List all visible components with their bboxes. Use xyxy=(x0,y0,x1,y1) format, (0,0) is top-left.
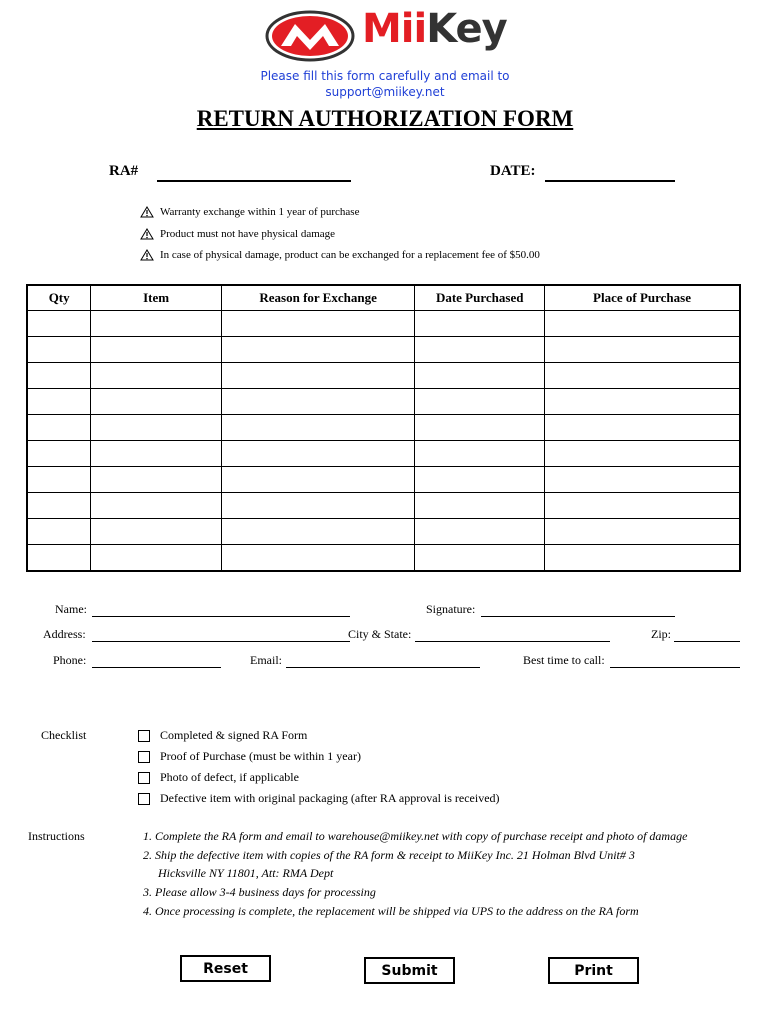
best-time-field[interactable] xyxy=(610,655,740,668)
reason-cell[interactable] xyxy=(221,519,414,545)
table-row xyxy=(27,467,740,493)
miikey-logo-icon xyxy=(265,10,355,62)
checklist-label: Checklist xyxy=(41,728,87,742)
notice-email[interactable]: support@miikey.net xyxy=(325,85,445,99)
checklist-item xyxy=(138,791,500,806)
checkbox-defective-item-packaging[interactable] xyxy=(138,793,150,805)
qty-cell[interactable] xyxy=(27,311,91,337)
notice-line1: Please fill this form carefully and email to xyxy=(260,69,510,83)
reason-cell[interactable] xyxy=(221,545,414,572)
ra-number-field[interactable] xyxy=(157,168,351,182)
column-header-item: Item xyxy=(91,285,222,311)
zip-label: Zip: xyxy=(651,627,671,641)
reason-cell[interactable] xyxy=(221,337,414,363)
place-of-purchase-cell[interactable] xyxy=(545,519,740,545)
date-purchased-cell[interactable] xyxy=(415,415,545,441)
table-row xyxy=(27,519,740,545)
place-of-purchase-cell[interactable] xyxy=(545,493,740,519)
date-label: DATE: xyxy=(490,163,536,179)
table-row xyxy=(27,337,740,363)
item-cell[interactable] xyxy=(91,311,222,337)
warning-text: In case of physical damage, product can be exchanged for a replacement fee of $50.00 xyxy=(160,249,540,261)
place-of-purchase-cell[interactable] xyxy=(545,311,740,337)
item-cell[interactable] xyxy=(91,441,222,467)
qty-cell[interactable] xyxy=(27,363,91,389)
checklist-item-text: Defective item with original packaging (after RA approval is received) xyxy=(160,791,500,805)
name-field[interactable] xyxy=(92,604,350,617)
warning-text: Warranty exchange within 1 year of purchase xyxy=(160,206,360,218)
date-field[interactable] xyxy=(545,168,675,182)
brand-name-red: Mii xyxy=(362,6,427,52)
reason-cell[interactable] xyxy=(221,441,414,467)
name-label: Name: xyxy=(55,602,87,616)
qty-cell[interactable] xyxy=(27,389,91,415)
brand-name-dark: Key xyxy=(426,6,507,52)
best-time-label: Best time to call: xyxy=(523,653,605,667)
place-of-purchase-cell[interactable] xyxy=(545,337,740,363)
item-cell[interactable] xyxy=(91,415,222,441)
return-items-table xyxy=(26,284,741,572)
date-purchased-cell[interactable] xyxy=(415,389,545,415)
checkbox-proof-of-purchase[interactable] xyxy=(138,751,150,763)
city-state-label: City & State: xyxy=(348,627,412,641)
item-cell[interactable] xyxy=(91,389,222,415)
date-purchased-cell[interactable] xyxy=(415,337,545,363)
miikey-logo xyxy=(265,8,505,64)
qty-cell[interactable] xyxy=(27,441,91,467)
checkbox-photo-of-defect[interactable] xyxy=(138,772,150,784)
address-label: Address: xyxy=(43,627,86,641)
instruction-item: 2. Ship the defective item with copies of the RA form & receipt to MiiKey Inc. 21 Holman Blvd Unit# 3 xyxy=(143,848,635,862)
warning-icon xyxy=(140,249,154,261)
checklist-item xyxy=(138,728,307,743)
item-cell[interactable] xyxy=(91,337,222,363)
reason-cell[interactable] xyxy=(221,467,414,493)
table-row xyxy=(27,415,740,441)
column-header-date-purchased: Date Purchased xyxy=(415,285,545,311)
table-row xyxy=(27,441,740,467)
place-of-purchase-cell[interactable] xyxy=(545,415,740,441)
qty-cell[interactable] xyxy=(27,545,91,572)
reason-cell[interactable] xyxy=(221,389,414,415)
instruction-item: 1. Complete the RA form and email to warehouse@miikey.net with copy of purchase receipt and photo of damage xyxy=(143,829,688,843)
reason-cell[interactable] xyxy=(221,493,414,519)
phone-field[interactable] xyxy=(92,655,221,668)
qty-cell[interactable] xyxy=(27,467,91,493)
print-button[interactable]: Print xyxy=(548,957,639,984)
qty-cell[interactable] xyxy=(27,493,91,519)
item-cell[interactable] xyxy=(91,545,222,572)
checklist-item-text: Completed & signed RA Form xyxy=(160,728,308,742)
table-row xyxy=(27,389,740,415)
instructions-label: Instructions xyxy=(28,829,85,843)
item-cell[interactable] xyxy=(91,493,222,519)
checklist-item xyxy=(138,770,299,785)
table-row xyxy=(27,493,740,519)
brand-name xyxy=(362,6,507,52)
instruction-item: Hicksville NY 11801, Att: RMA Dept xyxy=(158,866,334,880)
item-cell[interactable] xyxy=(91,467,222,493)
reason-cell[interactable] xyxy=(221,311,414,337)
item-cell[interactable] xyxy=(91,519,222,545)
page-title: RETURN AUTHORIZATION FORM xyxy=(196,106,574,131)
warning-item xyxy=(140,249,540,261)
table-row xyxy=(27,363,740,389)
place-of-purchase-cell[interactable] xyxy=(545,363,740,389)
warning-icon xyxy=(140,228,154,240)
column-header-reason: Reason for Exchange xyxy=(221,285,414,311)
qty-cell[interactable] xyxy=(27,337,91,363)
checkbox-completed-signed-form[interactable] xyxy=(138,730,150,742)
email-field[interactable] xyxy=(286,655,480,668)
reason-cell[interactable] xyxy=(221,415,414,441)
warning-text: Product must not have physical damage xyxy=(160,228,336,240)
place-of-purchase-cell[interactable] xyxy=(545,545,740,572)
column-header-place-of-purchase: Place of Purchase xyxy=(545,285,740,311)
signature-field[interactable] xyxy=(481,604,675,617)
phone-label: Phone: xyxy=(53,653,87,667)
warning-item xyxy=(140,228,335,240)
table-header-row xyxy=(27,285,740,311)
date-purchased-cell[interactable] xyxy=(415,519,545,545)
warning-item xyxy=(140,206,359,218)
table-row xyxy=(27,545,740,572)
date-purchased-cell[interactable] xyxy=(415,363,545,389)
city-state-field[interactable] xyxy=(415,629,610,642)
instruction-item: 3. Please allow 3-4 business days for processing xyxy=(143,885,376,899)
date-purchased-cell[interactable] xyxy=(415,545,545,572)
date-purchased-cell[interactable] xyxy=(415,311,545,337)
date-purchased-cell[interactable] xyxy=(415,467,545,493)
checklist-item-text: Proof of Purchase (must be within 1 year) xyxy=(160,749,361,763)
place-of-purchase-cell[interactable] xyxy=(545,389,740,415)
checklist-item xyxy=(138,749,361,764)
qty-cell[interactable] xyxy=(27,415,91,441)
ra-label: RA# xyxy=(109,163,139,179)
reason-cell[interactable] xyxy=(221,363,414,389)
submit-button[interactable]: Submit xyxy=(364,957,455,984)
email-label: Email: xyxy=(250,653,282,667)
place-of-purchase-cell[interactable] xyxy=(545,441,740,467)
item-cell[interactable] xyxy=(91,363,222,389)
warning-icon xyxy=(140,206,154,218)
table-row xyxy=(27,311,740,337)
column-header-qty: Qty xyxy=(27,285,91,311)
checklist-item-text: Photo of defect, if applicable xyxy=(160,770,299,784)
qty-cell[interactable] xyxy=(27,519,91,545)
reset-button[interactable]: Reset xyxy=(180,955,271,982)
zip-field[interactable] xyxy=(674,629,740,642)
address-field[interactable] xyxy=(92,629,350,642)
date-purchased-cell[interactable] xyxy=(415,493,545,519)
date-purchased-cell[interactable] xyxy=(415,441,545,467)
place-of-purchase-cell[interactable] xyxy=(545,467,740,493)
signature-label: Signature: xyxy=(426,602,476,616)
instruction-item: 4. Once processing is complete, the replacement will be shipped via UPS to the address on the RA form xyxy=(143,904,639,918)
